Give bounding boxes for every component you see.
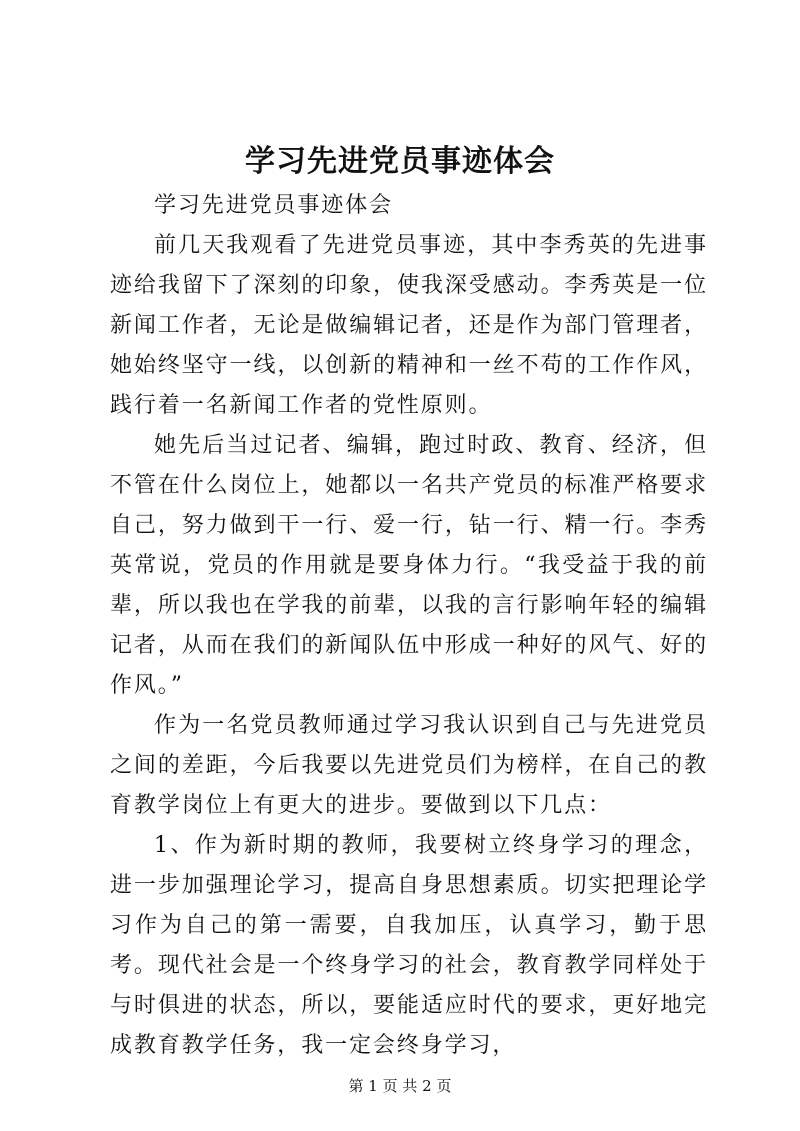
body-paragraph: 作为一名党员教师通过学习我认识到自己与先进党员之间的差距，今后我要以先进党员们为榜样，在自己的教育教学岗位上有更大的进步。要做到以下几点： bbox=[110, 713, 708, 818]
subtitle-paragraph: 学习先进党员事迹体会 bbox=[154, 193, 394, 218]
body-paragraph: 前几天我观看了先进党员事迹，其中李秀英的先进事迹给我留下了深刻的印象，使我深受感动。李秀英是一位新闻工作者，无论是做编辑记者，还是作为部门管理者，她始终坚守一线，以创新的精神和一丝不苟的工作作风，践行着一名新闻工作者的党性原则。 bbox=[110, 233, 708, 418]
document-body bbox=[110, 186, 708, 1066]
page-number-footer: 第 1 页 共 2 页 bbox=[348, 1077, 452, 1095]
body-paragraph: 1、作为新时期的教师，我要树立终身学习的理念，进一步加强理论学习，提高自身思想素质。切实把理论学习作为自己的第一需要，自我加压，认真学习，勤于思考。现代社会是一个终身学习的社会，教育教学同样处于与时俱进的状态，所以，要能适应时代的要求，更好地完成教育教学任务，我一定会终身学习， bbox=[110, 833, 708, 1058]
document-title: 学习先进党员事迹体会 bbox=[245, 144, 555, 179]
body-paragraph: 她先后当过记者、编辑，跑过时政、教育、经济，但不管在什么岗位上，她都以一名共产党员的标准严格要求自己，努力做到干一行、爱一行，钻一行、精一行。李秀英常说，党员的作用就是要身体力行。“我受益于我的前辈，所以我也在学我的前辈，以我的言行影响年轻的编辑记者，从而在我们的新闻队伍中形成一种好的风气、好的作风。” bbox=[110, 433, 708, 698]
